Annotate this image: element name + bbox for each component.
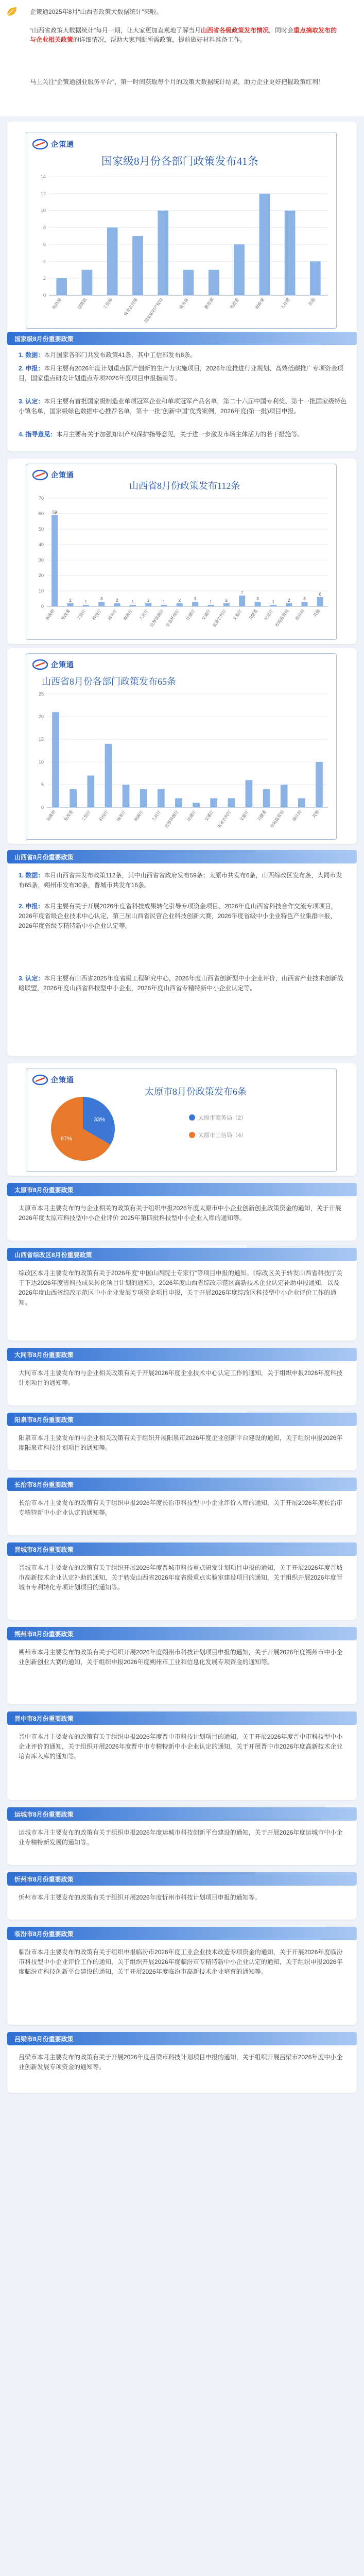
x-tick-label: 交通厅	[203, 809, 215, 822]
section-text: 吕梁市本月主要发布的政策有关于开展2026年度吕梁市科技计划项目申报的通知，关于组织开展吕梁市2026年度中小企业创新发展专项资金的通知等。	[19, 2054, 343, 2071]
section-header	[7, 1248, 357, 1261]
brand-name: 企策通	[51, 140, 74, 148]
legend-label: 太原市商务局（2）	[198, 1115, 247, 1121]
bar	[98, 602, 105, 606]
x-tick-label: 教育部	[203, 297, 215, 310]
x-tick-label: 交通厅	[201, 608, 212, 621]
data-label: 2	[287, 598, 290, 603]
y-tick-label: 4	[43, 259, 46, 264]
legend-marker	[189, 1132, 195, 1138]
y-tick-label: 70	[38, 496, 44, 501]
section-text: 长治市本月主要发布的政策有关于组织申报2026年度长治市科技型中小企业评价入库的通知，关于开展2026年度长治市专精特新中小企业认定的通知等。	[19, 1499, 343, 1516]
bar	[298, 798, 305, 807]
x-tick-label: 发改委	[63, 809, 74, 822]
intro-line-2: “山西省政策大数据统计”每月一期，让大家更加直观地了解当月山西省各级政策发布情况，同时会重点摘取发布的与企业相关政策的详细情况，帮助大家判断所需政策，提前做好材料准备工作。	[30, 27, 337, 43]
y-tick-label: 8	[43, 225, 46, 230]
section-header	[7, 1927, 357, 1940]
item-number: 1. 数据：	[19, 351, 44, 359]
shanxi-policy-card	[7, 850, 357, 1056]
shanxi-bar-chart	[26, 493, 335, 637]
bar	[130, 605, 136, 606]
x-tick-label: 商务部	[178, 297, 189, 310]
bar	[301, 602, 307, 606]
policy-item	[19, 397, 347, 416]
shanxi-dept-chart	[26, 653, 337, 840]
taiyuan-policy-card	[7, 1183, 357, 1241]
brand-name: 企策通	[51, 471, 74, 479]
data-label: 3	[100, 597, 103, 601]
y-tick-label: 2	[43, 276, 46, 281]
x-tick-label: 人社部	[280, 297, 291, 310]
bar	[161, 605, 167, 606]
section-header	[7, 1183, 357, 1196]
section-title: 山西省8月份重要政策	[14, 854, 74, 861]
bar	[158, 789, 165, 807]
x-tick-label: 统计局	[294, 608, 306, 621]
section-header	[7, 850, 357, 863]
brand-logo	[32, 1074, 74, 1086]
section-header	[7, 1872, 357, 1886]
intro-line-3: 马上关注“企策通创业服务平台”，第一时间获取每个月的政策大数据统计结果，助力企业更好把握政策红利！	[30, 78, 324, 86]
section-title: 吕梁市8月份重要政策	[14, 2036, 74, 2043]
x-tick-label: 文旅厅	[232, 608, 243, 621]
logo-icon	[32, 1074, 48, 1086]
x-tick-label: 省政府	[44, 608, 56, 621]
section-title: 忻州市8月份重要政策	[14, 1876, 74, 1883]
y-tick-label: 30	[38, 557, 44, 563]
y-tick-label: 60	[38, 511, 44, 516]
section-title: 长治市8月份重要政策	[14, 1481, 74, 1488]
bar	[210, 798, 217, 807]
y-tick-label: 6	[43, 242, 46, 247]
x-tick-label: 生态环境厅	[165, 608, 181, 628]
chart-title: 山西省8月份各部门政策发布65条	[42, 676, 176, 687]
brand-name: 企策通	[51, 660, 74, 669]
section-text: 综改区本月主要发布的政策有关于2026年度“中国山西院士专家行”等项目申报的通知。《综改区关于转发山西省科技厅关于下达2026年度省科技成果转化项目计划的通知》，2026年度山西省综改示范区高新技术企业认定补助申报通知，以及2026年度山西省综改示范区中小企业发展专项资金项目申报，关于开展2026年度综改区科技型中小企业评价工作的通知。	[19, 1269, 342, 1306]
logo-icon	[32, 469, 48, 481]
data-label: 59	[52, 510, 57, 515]
item-number: 3. 认定：	[19, 398, 44, 405]
section-header	[7, 1627, 357, 1640]
section-header	[7, 1543, 357, 1556]
brand-logo	[32, 469, 74, 481]
section-title: 阳泉市8月份重要政策	[14, 1416, 74, 1423]
x-tick-label: 自然资源厅	[149, 608, 165, 628]
taiyuan-pie-chart	[26, 1092, 335, 1169]
section-text: 临汾市本月主要发布的政策有关于组织申报临汾市2026年度工业企业技术改造专项资金的通知，关于开展2026年度临汾市科技型中小企业评价工作的通知，关于组织开展2026年度临汾市专精特新中小企业认定的通知，关于组织申报2026年度临汾市科技创新平台建设的通知，关于开展2026年度临汾市高新技术企业培育的通知等。	[19, 1948, 343, 1975]
city-policy-card	[7, 1927, 357, 2025]
intro-line-1: 企策通2025年8月“山西省政策大数据统计”来啦。	[30, 8, 163, 15]
bar	[183, 270, 194, 295]
y-tick-label: 12	[40, 191, 46, 196]
x-tick-label: 国务院	[77, 297, 88, 310]
data-label: 2	[69, 598, 72, 603]
shanxi-dept-chart-card	[7, 648, 357, 844]
section-header	[7, 1711, 357, 1725]
bar	[263, 789, 270, 807]
y-tick-label: 40	[38, 542, 44, 547]
bar	[82, 270, 93, 295]
policy-item	[19, 430, 347, 439]
item-number: 1. 数据：	[19, 872, 44, 879]
section-text: 朔州市本月主要发布的政策有关于组织开展2026年度朔州市科技计划项目申报的通知，关于开展2026年度朔州市中小企业创新创业大赛的通知，关于组织申报2026年度朔州市工业和信息化发展专项资金的通知等。	[19, 1649, 343, 1666]
taiyuan-chart	[26, 1069, 337, 1172]
x-tick-label: 发改委	[60, 608, 72, 621]
x-tick-label: 统计局	[291, 809, 303, 822]
section-header	[7, 1413, 357, 1426]
bar	[209, 270, 219, 295]
policy-item	[19, 902, 347, 931]
bar	[56, 278, 67, 295]
data-label: 3	[256, 597, 259, 601]
data-label: 2	[225, 598, 228, 603]
bar	[87, 775, 94, 807]
x-tick-label: 财政厅	[133, 809, 145, 822]
x-tick-label: 科技部	[51, 297, 63, 310]
x-tick-label: 农业农村部	[123, 297, 139, 317]
x-tick-label: 国家知识产权局	[143, 297, 164, 324]
section-text: 忻州市本月主要发布的政策有关于组织开展2026年度忻州市科技计划项目申报的通知等。	[19, 1894, 261, 1901]
section-text: 大同市本月主要发布的与企业相关政策有关于开展2026年度企业技术中心认定工作的通知，关于组织申报2026年度科技计划项目的通知等。	[19, 1369, 343, 1386]
x-tick-label: 应急厅	[263, 608, 274, 621]
bar	[192, 602, 198, 606]
shanxi-chart-card	[7, 459, 357, 644]
y-tick-label: 10	[38, 759, 44, 765]
data-label: 7	[240, 590, 244, 595]
y-tick-label: 5	[41, 782, 44, 787]
city-policy-card	[7, 1478, 357, 1535]
y-tick-label: 0	[41, 604, 44, 609]
brand-logo	[32, 659, 74, 670]
national-bar-chart	[26, 172, 335, 326]
city-policy-card	[7, 1348, 357, 1405]
bar	[70, 789, 77, 807]
y-tick-label: 0	[43, 293, 46, 298]
x-tick-label: 科技厅	[98, 809, 110, 822]
policy-item	[19, 350, 347, 360]
bar	[52, 712, 59, 807]
y-tick-label: 50	[38, 527, 44, 532]
bar	[234, 244, 245, 295]
section-title: 国家级8月份重要政策	[14, 335, 74, 343]
section-text: 晋中市本月主要发布的政策有关于组织申报2026年度晋中市科技计划项目的通知，关于开展2026年度晋中市科技型中小企业评价的通知，关于组织开展2026年度晋中市专精特新中小企业认定的通知，关于开展晋中市2026年度高新技术企业培育库入库的通知等。	[19, 1733, 343, 1760]
bar	[259, 194, 270, 295]
data-label: 1	[163, 600, 165, 604]
section-header	[7, 2032, 357, 2045]
x-tick-label: 财政部	[254, 297, 266, 310]
logo-icon	[32, 659, 48, 670]
section-title: 大同市8月份重要政策	[14, 1351, 74, 1359]
section-title: 山西省综改区8月份重要政策	[14, 1251, 92, 1259]
item-number: 2. 申报：	[19, 365, 44, 372]
city-policy-card	[7, 1413, 357, 1470]
section-title: 太原市8月份重要政策	[14, 1187, 74, 1194]
brand-logo	[32, 139, 74, 150]
bar	[177, 603, 183, 606]
x-tick-label: 市场监管局	[269, 809, 285, 829]
x-tick-label: 工信厅	[76, 608, 87, 621]
leaf-icon	[5, 5, 19, 19]
data-label: 1	[84, 600, 88, 604]
policy-item	[19, 364, 347, 383]
y-tick-label: 25	[38, 691, 44, 697]
bar	[107, 228, 118, 295]
x-tick-label: 其他	[312, 608, 321, 618]
bar	[145, 603, 151, 606]
item-text: 本月主要有山西省2025年度省级工程研究中心，2026年度山西省创新型中小企业评价，山西省产业技术创新战略联盟，2026年度山西省科技型中小企业，2026年度山西省专精特新中小企业认定等。	[19, 975, 343, 992]
x-tick-label: 市场监管局	[274, 608, 290, 628]
slice-label: 67%	[60, 1136, 72, 1142]
x-tick-label: 卫健委	[248, 608, 259, 621]
section-text: 晋城市本月主要发布的政策有关于组织开展2026年度晋城市科技重点研发计划项目申报的通知，关于开展2026年度晋城市高新技术企业认定补助的通知，关于转发山西省2026年度省级重点实验室建设项目的通知，关于组织开展2026年度晋城市专利转化专项计划项目的通知等。	[19, 1564, 343, 1591]
item-text: 本月主要有关于开展2026年度省科技成果转化引导专项资金项目、2026年度山西省科技合作交流专项项目，2026年度省级企业技术中心认定，第三届山西省民营企业科技创新大赛，2026年度省级中小企业特色产业集群申报，2026年度省级专精特新中小企业认定等。	[19, 903, 337, 929]
x-tick-label: 商务厅	[107, 608, 118, 621]
x-tick-label: 财政厅	[123, 608, 134, 621]
data-label: 2	[178, 598, 181, 603]
section-text: 太原市本月主要发布的与企业相关的政策有关于组织申报2026年度太原市中小企业创新创业政策资金的通知，关于开展2026年度太原市科技型中小企业评价 2025年第四批科技型中小企业入库的通知等。	[19, 1205, 341, 1222]
chart-title: 国家级8月份各部门政策发布41条	[101, 155, 258, 167]
x-tick-label: 文旅厅	[238, 809, 250, 822]
data-label: 1	[210, 600, 212, 604]
brand-name: 企策通	[51, 1076, 74, 1084]
x-tick-label: 农业农村厅	[216, 809, 232, 829]
data-label: 1	[272, 600, 275, 604]
y-tick-label: 14	[40, 174, 46, 179]
legend-marker	[189, 1114, 195, 1121]
y-tick-label: 20	[38, 714, 44, 719]
bar	[310, 261, 321, 295]
data-label: 1	[131, 600, 134, 604]
y-tick-label: 10	[40, 208, 46, 213]
city-policy-card	[7, 1872, 357, 1920]
chart-title: 山西省8月份政策发布112条	[129, 481, 240, 491]
x-tick-label: 工信部	[102, 297, 113, 310]
bar	[140, 789, 147, 807]
city-policy-card	[7, 1248, 357, 1341]
x-tick-label: 住建厅	[186, 809, 197, 822]
city-policy-card	[7, 1627, 357, 1704]
bar	[114, 603, 120, 606]
city-policy-card	[7, 2032, 357, 2093]
x-tick-label: 住建厅	[185, 608, 196, 621]
item-text: 本月主要有2026年度计划重点国产创新的生产力实施项目，2026年度推进行业规划、高效低碳推广专项资金项目，国家重点研发计划重点专项2026年度项目申报指南等。	[19, 365, 343, 382]
legend-label: 太原市工信局（4）	[198, 1132, 247, 1139]
city-policy-card	[7, 1543, 357, 1620]
x-tick-label: 自然资源厅	[164, 809, 180, 829]
section-text: 运城市本月主要发布的政策有关于组织申报2026年度运城市科技创新平台建设的通知，关于开展2026年度运城市中小企业专精特新发展的通知等。	[19, 1829, 343, 1846]
data-label: 2	[116, 598, 118, 603]
bar	[83, 605, 89, 606]
y-tick-label: 20	[38, 573, 44, 578]
bar	[228, 798, 235, 807]
item-text: 本月国家各部门共发布政策41条，其中工信部发布8条。	[44, 351, 197, 359]
shanxi-dept-bar-chart	[26, 689, 335, 838]
x-tick-label: 其他	[307, 297, 317, 307]
bar	[193, 803, 200, 807]
policy-item	[19, 871, 347, 890]
x-tick-label: 人社厅	[151, 809, 162, 822]
item-number: 3. 认定：	[19, 975, 44, 982]
item-text: 本月山西省共发布政策112条，其中山西省省政府发布59条；太原市共发布6条，山西综改区发布条，大同市发布65条，朔州市发布30条，晋城市共发布16条。	[19, 872, 342, 889]
section-header	[7, 1348, 357, 1361]
bar	[281, 785, 288, 807]
section-header	[7, 1807, 357, 1821]
y-tick-label: 15	[38, 737, 44, 742]
x-tick-label: 其他	[311, 809, 320, 819]
bar	[246, 780, 253, 807]
section-text: 阳泉市本月主要发布的与企业相关政策有关于组织开展阳泉市2026年度企业创新平台建设的通知，关于组织申报2026年度阳泉市科技计划项目的通知等。	[19, 1434, 343, 1451]
taiyuan-chart-card	[7, 1063, 357, 1176]
bar	[254, 602, 261, 606]
data-label: 3	[194, 597, 197, 601]
x-tick-label: 商务厅	[116, 809, 127, 822]
intro-panel	[0, 0, 364, 116]
x-tick-label: 发改委	[229, 297, 240, 310]
section-title: 晋城市8月份重要政策	[14, 1546, 74, 1553]
bar	[316, 762, 323, 807]
bar	[223, 603, 230, 606]
item-number: 2. 申报：	[19, 903, 44, 910]
data-label: 3	[303, 597, 306, 601]
bar	[132, 236, 143, 295]
x-tick-label: 科技厅	[91, 608, 102, 621]
section-title: 临汾市8月份重要政策	[14, 1930, 74, 1938]
item-number: 4. 指导意见：	[19, 431, 57, 438]
bar	[285, 211, 296, 295]
section-header	[7, 1478, 357, 1491]
policy-item	[19, 974, 347, 993]
slice-label: 33%	[94, 1116, 106, 1123]
bar	[67, 603, 73, 606]
section-title: 朔州市8月份重要政策	[14, 1631, 74, 1638]
logo-icon	[32, 139, 48, 150]
bar	[175, 798, 182, 807]
chart-title: 太原市8月份政策发布6条	[145, 1087, 247, 1097]
bar	[207, 605, 214, 606]
bar	[270, 605, 276, 606]
x-tick-label: 卫健委	[256, 809, 268, 822]
bar	[239, 596, 245, 606]
section-title: 运城市8月份重要政策	[14, 1811, 74, 1818]
section-title: 晋中市8月份重要政策	[14, 1715, 74, 1722]
bar	[158, 211, 168, 295]
city-policy-card	[7, 1807, 357, 1865]
bar	[51, 515, 58, 606]
national-card	[7, 122, 357, 451]
x-tick-label: 工信厅	[80, 809, 92, 822]
bar	[105, 744, 112, 807]
bar	[317, 597, 323, 606]
y-tick-label: 10	[38, 588, 44, 594]
section-header	[7, 332, 357, 345]
shanxi-chart	[26, 464, 337, 640]
bar	[123, 785, 130, 807]
x-tick-label: 人社厅	[138, 608, 149, 621]
city-policy-card	[7, 1711, 357, 1800]
y-tick-label: 0	[41, 805, 44, 810]
data-label: 6	[319, 592, 322, 597]
national-chart	[26, 132, 337, 329]
x-tick-label: 农业农村厅	[212, 608, 228, 628]
data-label: 2	[147, 598, 150, 603]
bar	[286, 603, 292, 606]
x-tick-label: 省政府	[45, 809, 57, 822]
item-text: 本月主要有关于加强知识产权保护指导意见，关于进一步激发市场主体活力的若干措施等。	[56, 431, 304, 438]
item-text: 本月主要有首批国家级制造业单项冠军企业和单项冠军产品名单，第二十六届中国专利奖、第十一批国家级特色小镇名单，国家级绿色数据中心推荐名单，第十一批“创新中国”优秀案例，2026年度(第一批)项目申报。	[19, 398, 347, 415]
